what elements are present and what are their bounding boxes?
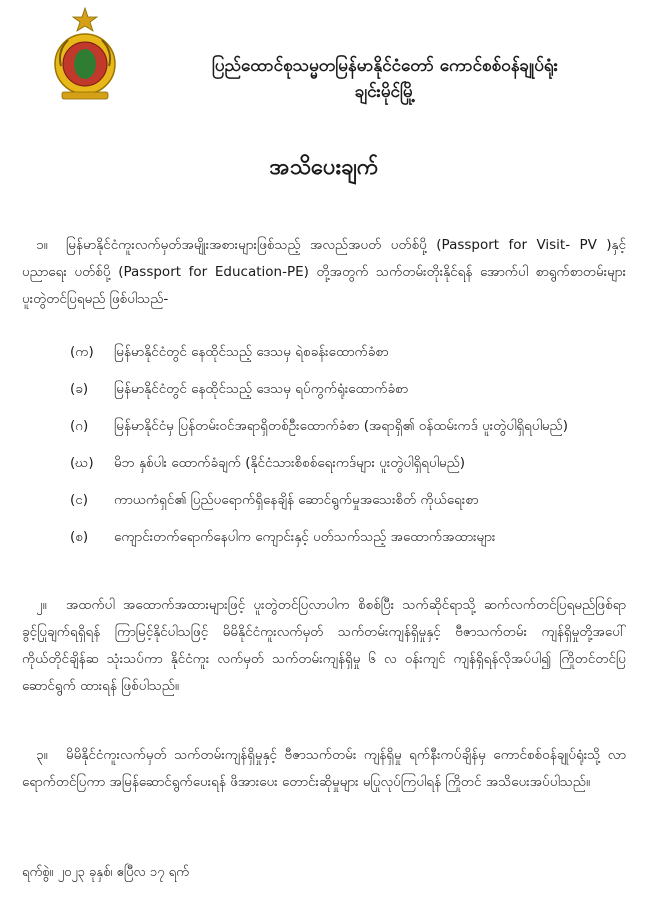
paragraph-text: မြန်မာနိုင်ငံကူးလက်မှတ်အမျိုးအစားများဖြစ်သည့် အလည်အပတ် ပတ်စ်ပို့ (Passport for Visit- PV )နှင့် ပညာရေး ပတ်စ်ပို့ (Passport for Education-PE) တို့အတွက် သက်တမ်းတိုးနိုင်ရန် အောက်ပါ စာရွက်စာတမ်းများ ပူးတွဲတင်ပြရမည် ဖြစ်ပါသည်- — [22, 237, 626, 307]
paragraph-2 — [22, 592, 626, 700]
list-item — [70, 377, 630, 402]
paragraph-number: ၁။ — [36, 237, 48, 253]
header-ministry: ပြည်ထောင်စုသမ္မတမြန်မာနိုင်ငံတော် ကောင်စစ်ဝန်ချုပ်ရုံး — [212, 56, 558, 76]
paragraph-text: မိမိနိုင်ငံကူးလက်မှတ် သက်တမ်းကျန်ရှိမှုနှင့် ဗီဇာသက်တမ်း ကျန်ရှိမှု ရက်နီးကပ်ချိန်မှ ကောင်စစ်ဝန်ချုပ်ရုံးသို့ လာရောက်တင်ပြကာ အမြန်ဆောင်ရွက်ပေးရန် ဖိအားပေး တောင်းဆိုမှုများ မပြုလုပ်ကြပါရန် ကြိုတင် အသိပေးအပ်ပါသည်။ — [22, 747, 626, 790]
paragraph-number: ၂။ — [36, 597, 47, 613]
list-item-text: မိဘ နှစ်ပါး ထောက်ခံချက် (နိုင်ငံသားစိစစ်ရေးကဒ်များ ပူးတွဲပါရှိရပါမည်) — [114, 455, 466, 471]
list-item-text: ကျောင်းတက်ရောက်နေပါက ကျောင်းနှင့် ပတ်သက်သည့် အထောက်အထားများ — [114, 529, 496, 545]
list-item-label: (ဂ) — [70, 418, 89, 434]
state-seal-icon — [48, 6, 122, 102]
paragraph-number: ၃။ — [36, 747, 48, 763]
document-list — [70, 340, 630, 562]
list-item-label: (စ) — [70, 529, 89, 545]
list-item-text: မြန်မာနိုင်ငံတွင် နေထိုင်သည့် ဒေသမှ ရပ်ကွက်ရုံးထောက်ခံစာ — [114, 381, 409, 397]
list-item-label: (ခ) — [70, 381, 89, 397]
list-item-label: (ဃ) — [70, 455, 94, 471]
list-item-label: (င) — [70, 492, 89, 508]
list-item-text: မြန်မာနိုင်ငံမှ ပြန်တမ်းဝင်အရာရှိတစ်ဦးထောက်ခံစာ (အရာရှိ၏ ဝန်ထမ်းကဒ် ပူးတွဲပါရှိရပါမည်) — [114, 418, 568, 434]
list-item — [70, 525, 630, 550]
issue-date: ရက်စွဲ။ ၂၀၂၃ ခုနှစ်၊ ဧပြီလ ၁၇ ရက် — [22, 865, 189, 880]
page-title: အသိပေးချက် — [269, 155, 379, 180]
list-item — [70, 488, 630, 513]
list-item — [70, 414, 630, 439]
list-item — [70, 340, 630, 365]
list-item-text: ကာယကံရှင်၏ ပြည်ပရောက်ရှိနေချိန် ဆောင်ရွက်မှုအသေးစိတ် ကိုယ်ရေးစာ — [114, 492, 479, 508]
header-city: ချင်းမိုင်မြို့ — [354, 82, 416, 102]
paragraph-1 — [22, 232, 626, 313]
list-item-text: မြန်မာနိုင်ငံတွင် နေထိုင်သည့် ဒေသမှ ရဲစခန်းထောက်ခံစာ — [114, 344, 389, 360]
list-item — [70, 451, 630, 476]
paragraph-text: အထက်ပါ အထောက်အထားများဖြင့် ပူးတွဲတင်ပြလာပါက စိစစ်ပြီး သက်ဆိုင်ရာသို့ ဆက်လက်တင်ပြရမည်ဖြစ်ရာ ခွင့်ပြုချက်ရရှိရန် ကြာမြင့်နိုင်ပါသဖြင့် မိမိနိုင်ငံကူးလက်မှတ် သက်တမ်းကျန်ရှိမှုနှင့် ဗီဇာသက်တမ်း ကျန်ရှိမှုတို့အပေါ် ကိုယ်တိုင်ချိန်ဆ သုံးသပ်ကာ နိုင်ငံကူး လက်မှတ် သက်တမ်းကျန်ရှိမှု ၆ လ ဝန်းကျင် ကျန်ရှိရန်လိုအပ်ပါ၍ ကြိုတင်တင်ပြ ဆောင်ရွက် ထားရန် ဖြစ်ပါသည်။ — [22, 597, 626, 694]
list-item-label: (က) — [70, 344, 94, 360]
paragraph-3 — [22, 742, 626, 796]
